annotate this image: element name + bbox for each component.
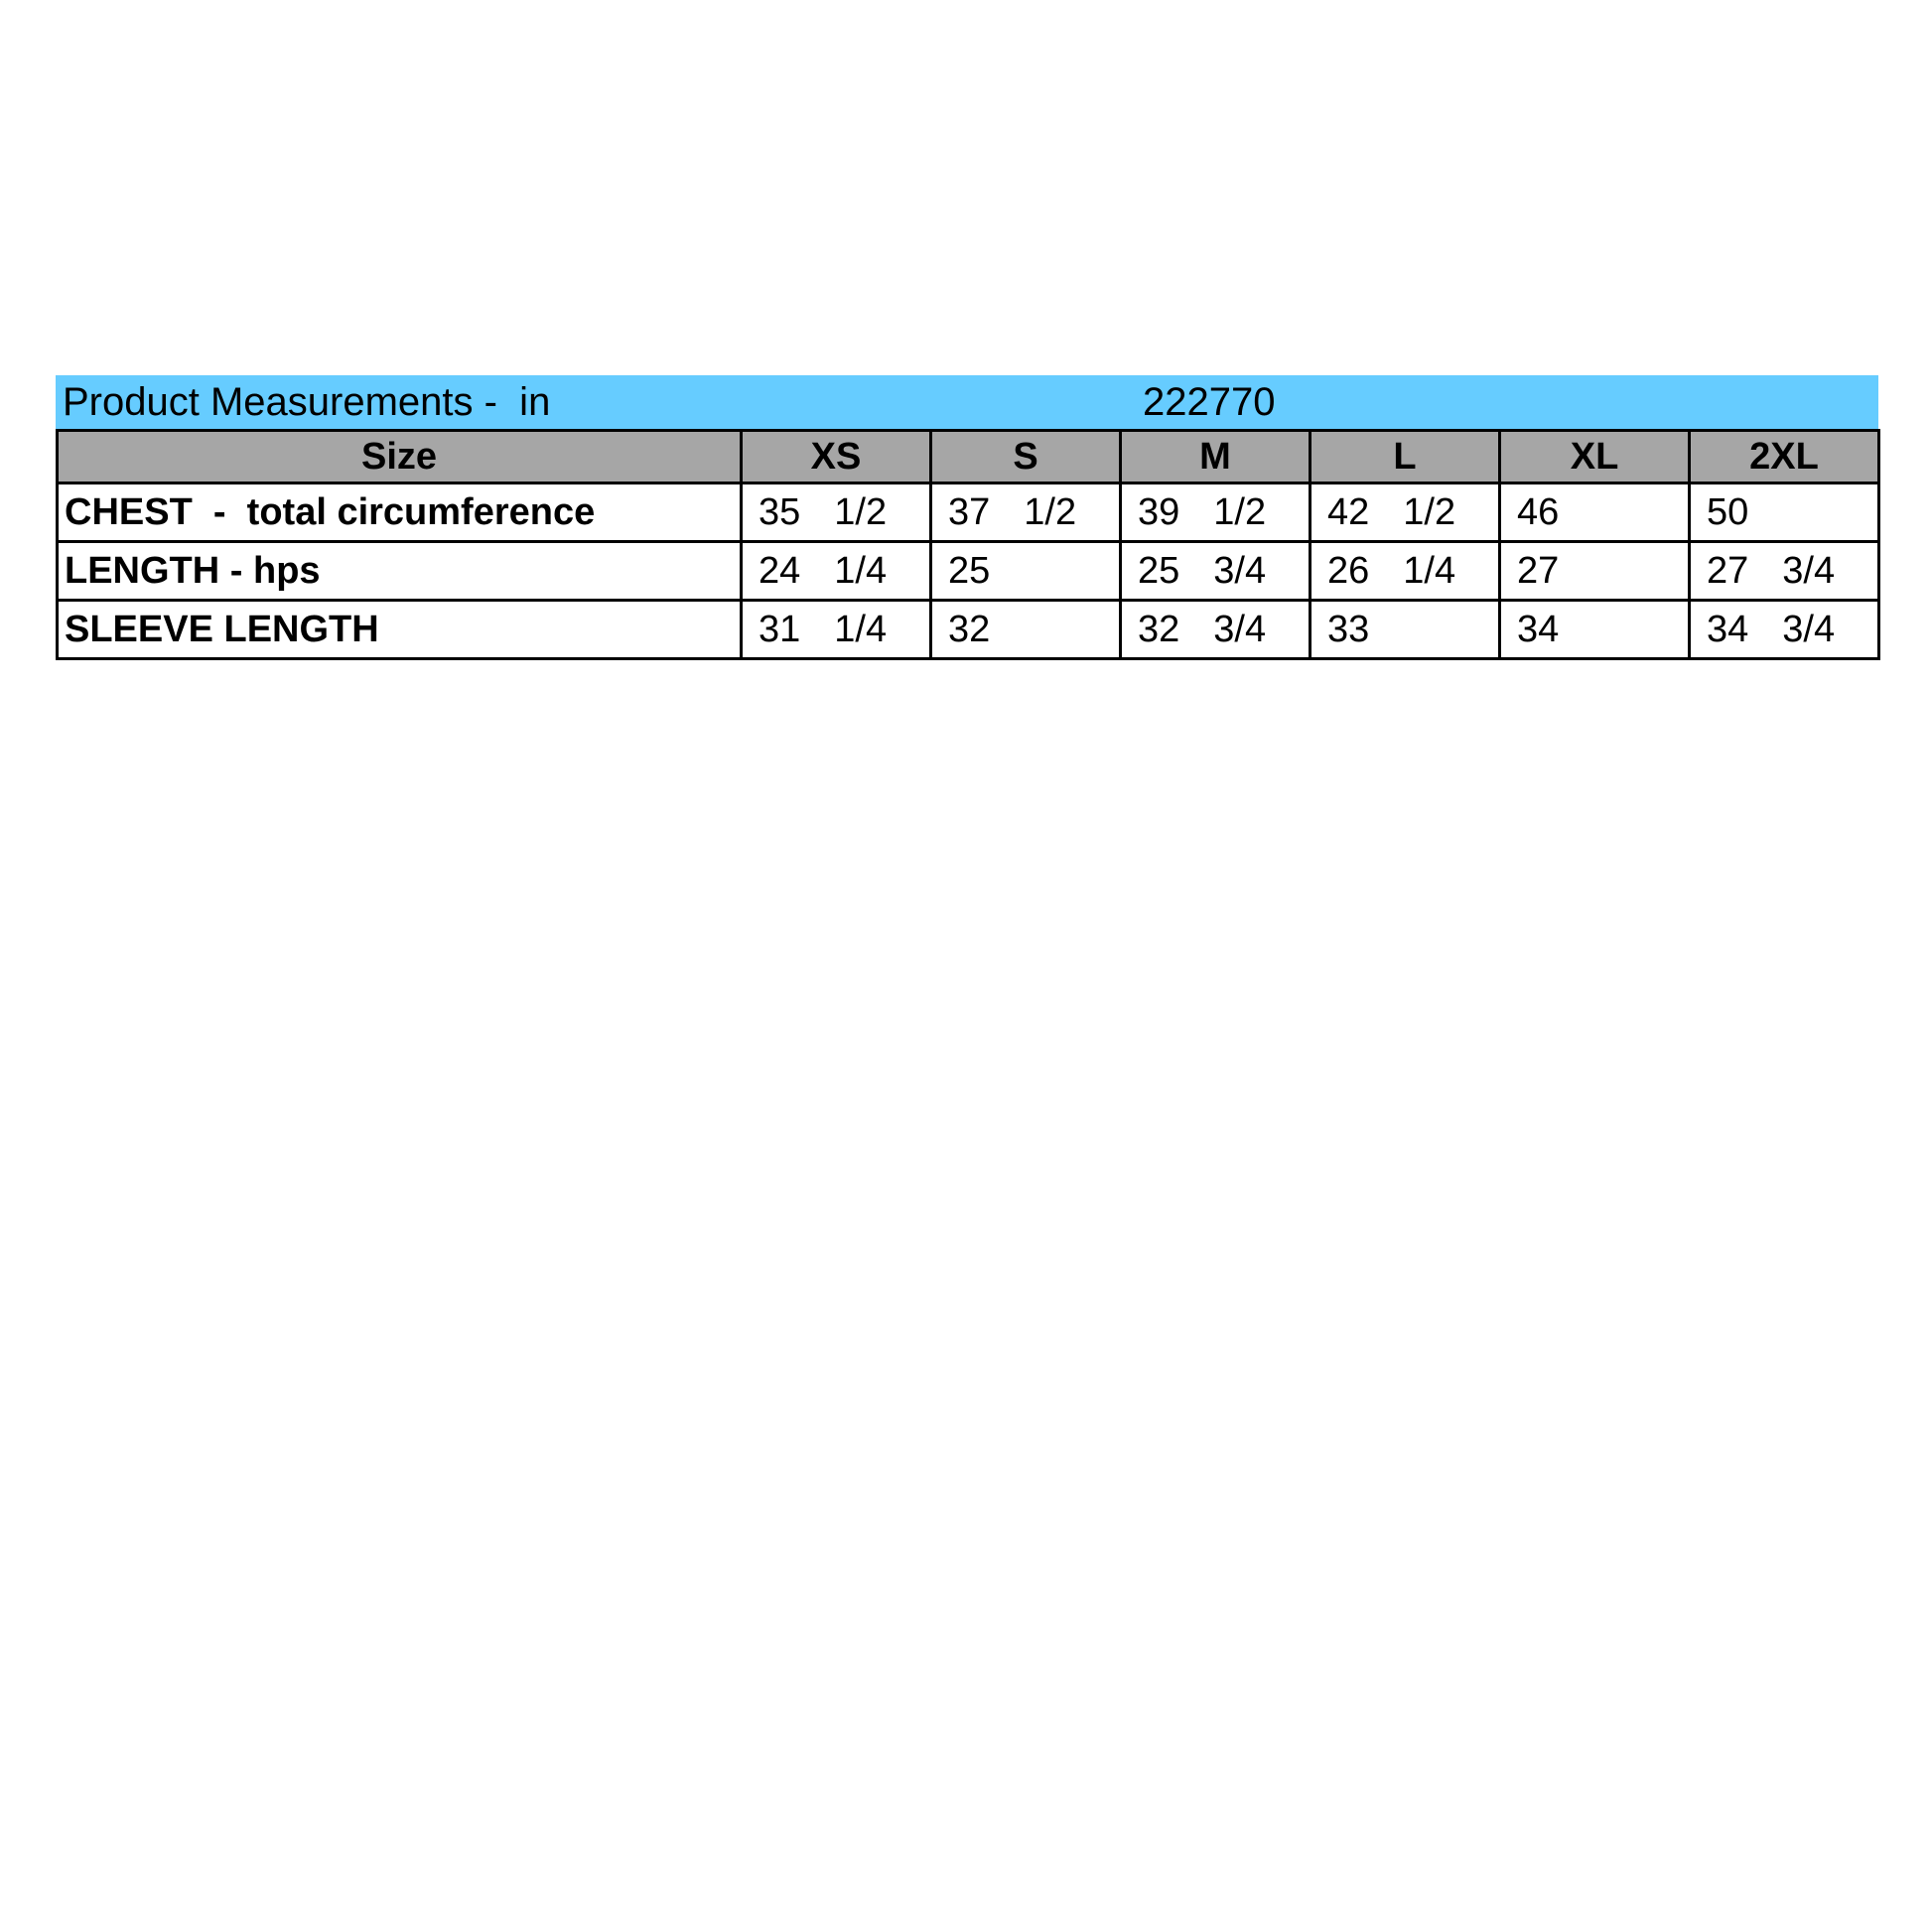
- cell-whole: 26: [1327, 549, 1370, 592]
- table-cell: [1690, 542, 1879, 601]
- cell-fraction: 1/2: [1403, 490, 1456, 533]
- cell-whole: 50: [1707, 490, 1749, 533]
- header-s: S: [931, 431, 1121, 483]
- cell-fraction: 3/4: [1782, 608, 1836, 650]
- table-cell: [931, 601, 1121, 659]
- cell-whole: 32: [948, 608, 991, 650]
- header-l: L: [1311, 431, 1500, 483]
- measurements-table: [56, 429, 1880, 660]
- table-cell: [1121, 542, 1311, 601]
- cell-fraction: 1/4: [834, 549, 888, 592]
- cell-whole: 39: [1138, 490, 1180, 533]
- cell-fraction: 1/4: [834, 608, 888, 650]
- header-row: [58, 431, 1879, 483]
- cell-fraction: 1/2: [1213, 490, 1267, 533]
- cell-whole: 34: [1517, 608, 1560, 650]
- cell-whole: 33: [1327, 608, 1370, 650]
- table-cell: [1500, 542, 1690, 601]
- cell-fraction: 3/4: [1782, 549, 1836, 592]
- header-xs: XS: [742, 431, 931, 483]
- cell-whole: 27: [1517, 549, 1560, 592]
- row-label-length: LENGTH - hps: [58, 542, 742, 601]
- header-size: Size: [58, 431, 742, 483]
- header-2xl: 2XL: [1690, 431, 1879, 483]
- cell-fraction: 1/2: [834, 490, 888, 533]
- table-cell: [931, 483, 1121, 542]
- size-chart: [56, 375, 1878, 660]
- cell-whole: 25: [1138, 549, 1180, 592]
- table-cell: [1690, 601, 1879, 659]
- table-cell: [742, 483, 931, 542]
- table-cell: [1311, 483, 1500, 542]
- cell-fraction: 3/4: [1213, 549, 1267, 592]
- cell-whole: 31: [759, 608, 801, 650]
- cell-whole: 27: [1707, 549, 1749, 592]
- cell-whole: 42: [1327, 490, 1370, 533]
- chart-title: Product Measurements - in: [63, 380, 551, 424]
- header-xl: XL: [1500, 431, 1690, 483]
- table-cell: [1690, 483, 1879, 542]
- table-cell: [1121, 483, 1311, 542]
- table-cell: [742, 542, 931, 601]
- cell-whole: 37: [948, 490, 991, 533]
- cell-whole: 25: [948, 549, 991, 592]
- cell-whole: 32: [1138, 608, 1180, 650]
- cell-fraction: 1/4: [1403, 549, 1456, 592]
- row-label-sleeve-length: SLEEVE LENGTH: [58, 601, 742, 659]
- table-row: [58, 483, 1879, 542]
- table-cell: [742, 601, 931, 659]
- table-cell: [1311, 601, 1500, 659]
- header-m: M: [1121, 431, 1311, 483]
- table-cell: [1500, 601, 1690, 659]
- table-row: [58, 601, 1879, 659]
- cell-whole: 34: [1707, 608, 1749, 650]
- title-bar: [56, 375, 1878, 429]
- table-cell: [1500, 483, 1690, 542]
- table-row: [58, 542, 1879, 601]
- cell-fraction: 3/4: [1213, 608, 1267, 650]
- cell-whole: 46: [1517, 490, 1560, 533]
- row-label-chest: CHEST - total circumference: [58, 483, 742, 542]
- table-cell: [1121, 601, 1311, 659]
- table-cell: [1311, 542, 1500, 601]
- cell-fraction: 1/2: [1024, 490, 1077, 533]
- product-code: 222770: [1143, 380, 1276, 424]
- cell-whole: 24: [759, 549, 801, 592]
- table-cell: [931, 542, 1121, 601]
- cell-whole: 35: [759, 490, 801, 533]
